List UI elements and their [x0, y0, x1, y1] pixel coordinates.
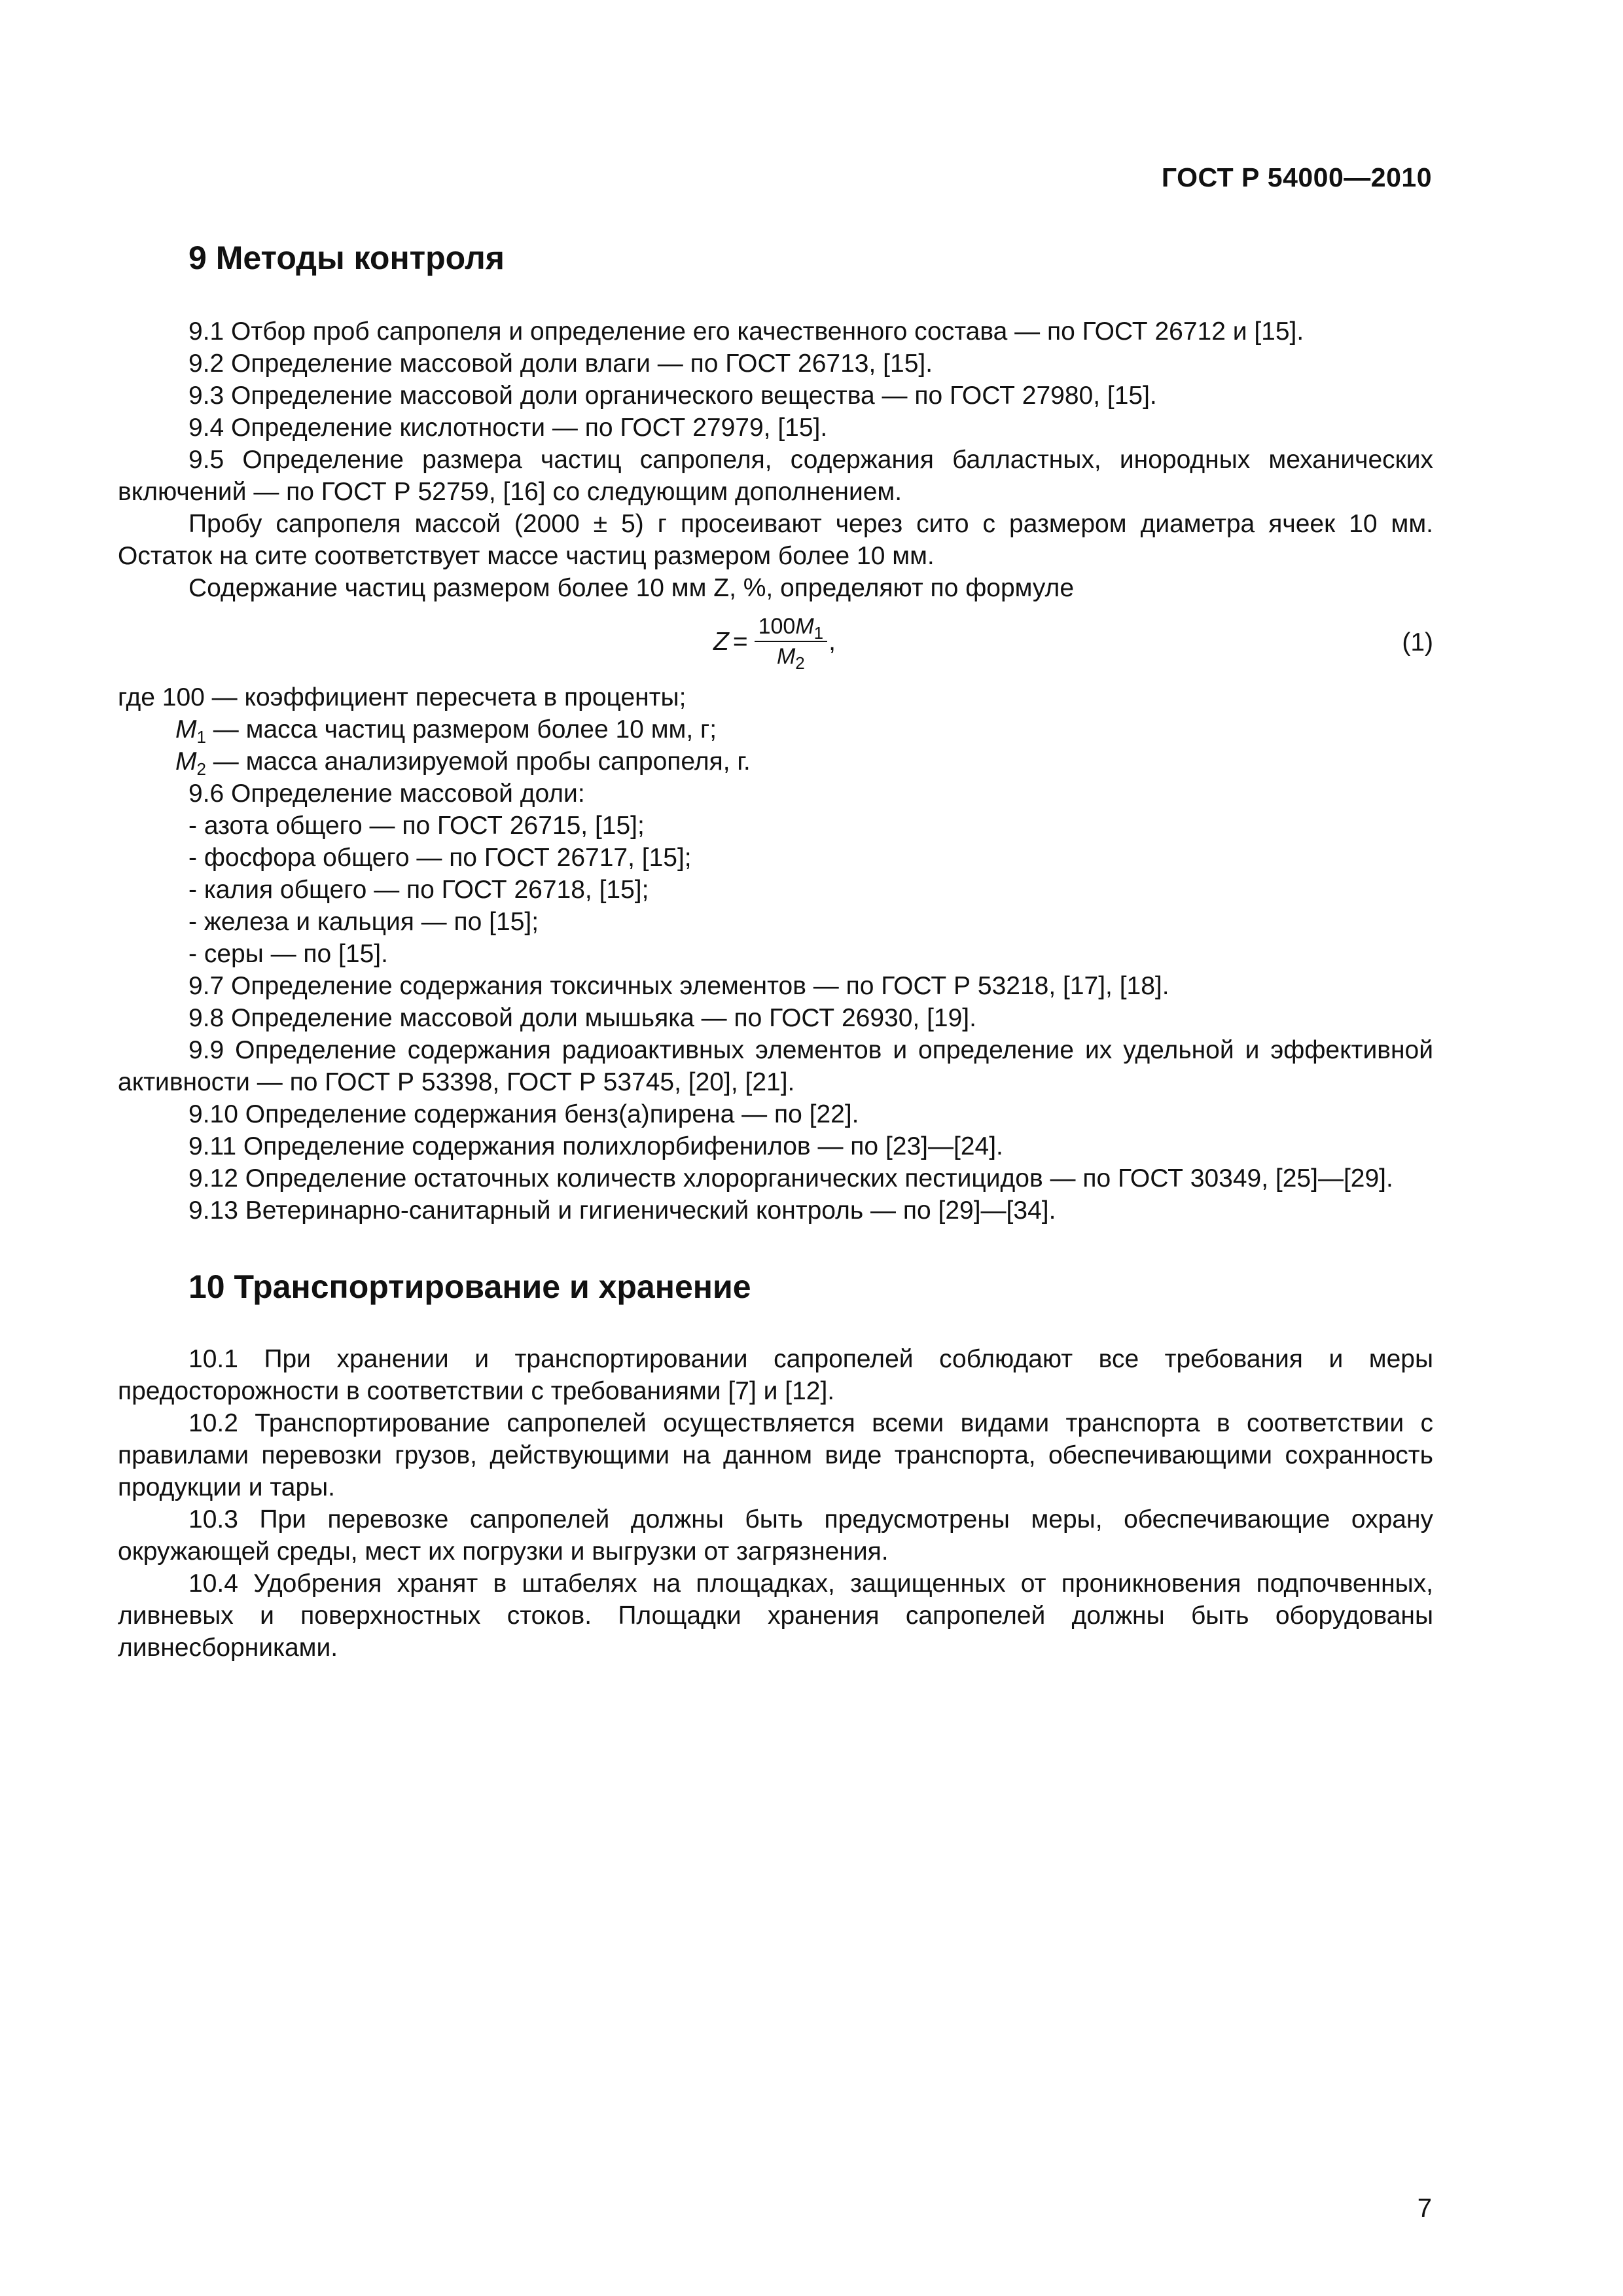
numerator-subscript: 1 — [813, 623, 824, 643]
section-10-title: 10 Транспортирование и хранение — [188, 1268, 751, 1305]
formula-legend-m1 — [118, 713, 1433, 745]
paragraph-9-9: 9.9 Определение содержания радиоактивных элементов и определение их удельной и эффективной активности — по ГОСТ Р 53398, ГОСТ Р 53745, [20], [21]. — [118, 1036, 1433, 1096]
denominator-subscript: 2 — [795, 653, 805, 673]
paragraph-probe-sieving: Пробу сапропеля массой (2000 ± 5) г просеивают через сито с размером диаметра ячеек 10 мм. Остаток на сите соответствует массе частиц размером более 10 мм. — [118, 510, 1433, 570]
paragraph-9-6: 9.6 Определение массовой доли: — [188, 780, 585, 808]
paragraph-10-1: 10.1 При хранении и транспортировании сапропелей соблюдают все требования и меры предосторожности в соответствии с требованиями [7] и [12]. — [118, 1345, 1433, 1405]
formula-lhs: Z — [713, 627, 729, 656]
formula-fraction — [755, 613, 828, 673]
paragraph-9-7: 9.7 Определение содержания токсичных элементов — по ГОСТ Р 53218, [17], [18]. — [188, 972, 1169, 1000]
paragraph-10-2: 10.2 Транспортирование сапропелей осуществляется всеми видами транспорта в соответствии с правилами перевозки грузов, действующими на данном виде транспорта, обеспечивающими сохранность продукции и тары. — [118, 1409, 1433, 1501]
formula-legend-m2 — [118, 745, 1433, 778]
paragraph-9-10: 9.10 Определение содержания бенз(а)пирена — по [22]. — [188, 1100, 859, 1128]
paragraph-9-8: 9.8 Определение массовой доли мышьяка — по ГОСТ 26930, [19]. — [188, 1004, 976, 1032]
list-item: - железа и кальция — по [15]; — [188, 908, 539, 936]
paragraph-9-13: 9.13 Ветеринарно-санитарный и гигиенический контроль — по [29]—[34]. — [188, 1196, 1056, 1225]
legend-m2-variable: M — [175, 747, 197, 776]
formula-numerator — [755, 613, 828, 642]
legend-m1-subscript: 1 — [196, 727, 206, 747]
paragraph-9-12: 9.12 Определение остаточных количеств хлорорганических пестицидов — по ГОСТ 30349, [25]—[29]. — [188, 1164, 1393, 1193]
page-number: 7 — [1417, 2194, 1432, 2223]
section-9-title: 9 Методы контроля — [188, 240, 505, 276]
paragraph-10-4: 10.4 Удобрения хранят в штабелях на площадках, защищенных от проникновения подпочвенных, ливневых и поверхностных стоков. Площадки хранения сапропелей должны быть оборудованы ливнесборниками. — [118, 1570, 1433, 1662]
formula-trailing-comma: , — [829, 627, 836, 656]
paragraph-9-4: 9.4 Определение кислотности — по ГОСТ 27979, [15]. — [188, 414, 828, 442]
page-content — [118, 223, 1433, 1664]
list-item: - серы — по [15]. — [188, 940, 388, 968]
formula-equals: = — [732, 627, 748, 656]
document-code-header: ГОСТ Р 54000—2010 — [1161, 162, 1432, 192]
legend-m1-variable: M — [175, 715, 197, 744]
formula-number: (1) — [1402, 628, 1433, 656]
formula-denominator — [776, 642, 805, 673]
formula-expression — [713, 613, 836, 673]
legend-m2-text: — масса анализируемой пробы сапропеля, г. — [205, 747, 751, 776]
numerator-coefficient: 100 — [758, 614, 796, 639]
list-item: - фосфора общего — по ГОСТ 26717, [15]; — [188, 844, 692, 872]
paragraph-9-1: 9.1 Отбор проб сапропеля и определение его качественного состава — по ГОСТ 26712 и [15]. — [188, 317, 1304, 346]
denominator-variable: M — [776, 644, 796, 669]
legend-m1-text: — масса частиц размером более 10 мм, г; — [205, 715, 717, 744]
paragraph-9-11: 9.11 Определение содержания полихлорбифенилов — по [23]—[24]. — [188, 1132, 1003, 1160]
paragraph-9-2: 9.2 Определение массовой доли влаги — по ГОСТ 26713, [15]. — [188, 350, 933, 378]
numerator-variable: M — [795, 614, 814, 639]
paragraph-formula-intro: Содержание частиц размером более 10 мм Z, %, определяют по формуле — [188, 574, 1075, 602]
paragraph-9-5: 9.5 Определение размера частиц сапропеля, содержания балластных, инородных механических включений — по ГОСТ Р 52759, [16] со следующим дополнением. — [118, 446, 1433, 506]
list-item: - азота общего — по ГОСТ 26715, [15]; — [188, 812, 645, 840]
legend-m2-subscript: 2 — [196, 759, 206, 779]
formula-where-line: где 100 — коэффициент пересчета в проценты; — [118, 683, 687, 711]
paragraph-10-3: 10.3 При перевозке сапропелей должны быть предусмотрены меры, обеспечивающие охрану окружающей среды, мест их погрузки и выгрузки от загрязнения. — [118, 1505, 1433, 1566]
list-item: - калия общего — по ГОСТ 26718, [15]; — [188, 876, 649, 904]
paragraph-9-3: 9.3 Определение массовой доли органического вещества — по ГОСТ 27980, [15]. — [188, 382, 1157, 410]
formula-1 — [118, 608, 1433, 676]
